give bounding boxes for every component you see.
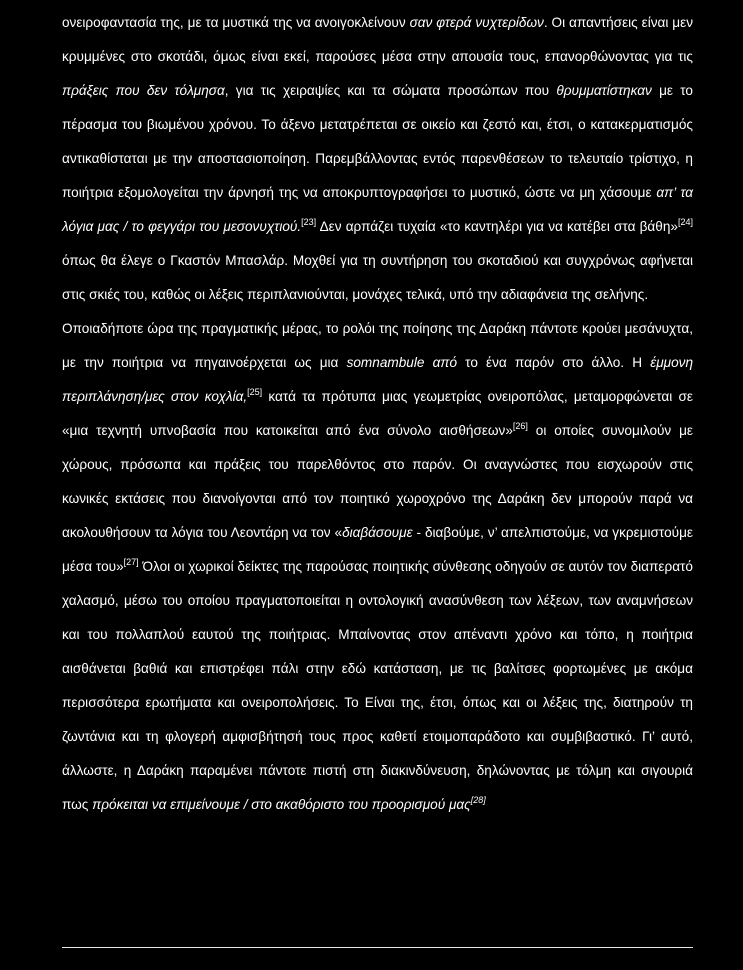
document-body <box>62 6 693 822</box>
footnote-reference: [23] <box>301 217 317 227</box>
italic-text: διαβάσουμε <box>342 525 413 540</box>
text-run: ονειροφαντασία της, με τα μυστικά της να ανοιγοκλείνουν <box>62 15 410 30</box>
text-run: όπως θα έλεγε ο Γκαστόν Μπασλάρ. Μοχθεί για τη συντήρηση του σκοταδιού και συγχρόνως αφήνεται στις σκιές του, καθώς οι λέξεις περιπλανιούνται, μονάχες τελικά, υπό την αδιαφάνεια της σελήνης. <box>62 253 693 302</box>
italic-text: έμμονη περιπλάνηση/μες στον κοχλία, <box>62 355 693 404</box>
text-run: το ένα παρόν στο άλλο. Η <box>457 355 651 370</box>
paragraph-1 <box>62 6 693 312</box>
text-run: Δεν αρπάζει τυχαία «το καντηλέρι για να κατέβει στα βάθη» <box>316 219 678 234</box>
italic-text: πρόκειται να επιμείνουμε / στο ακαθόριστο του προορισμού μας <box>92 797 471 812</box>
footnote-reference: [25] <box>247 387 263 397</box>
italic-text: από <box>432 355 457 370</box>
italic-text: θρυμματίστηκαν <box>556 83 652 98</box>
text-run: . Οι απαντήσεις είναι μεν κρυμμένες στο σκοτάδι, όμως είναι εκεί, παρούσες μέσα στην απουσία τους, επανορθώνοντας για τις <box>62 15 693 64</box>
footnote-reference: [26] <box>512 421 528 431</box>
italic-text: απ’ τα λόγια μας / το φεγγάρι του μεσονυχτιού. <box>62 185 693 234</box>
footnote-reference: [28] <box>470 795 486 805</box>
text-run: - διαβούμε, ν’ απελπιστούμε, να γκρεμιστούμε μέσα του» <box>62 525 693 574</box>
text-run: , για τις χειραψίες και τα σώματα προσώπων που <box>224 83 557 98</box>
text-run: Όλοι οι χωρικοί δείκτες της παρούσας ποιητικής σύνθεσης οδηγούν σε αυτόν τον διαπερατό χαλασμό, μέσω του οποίου πραγματοποιείται η οντολογική ανασύνθεση των λέξεων, των αναμνήσεων και του πολλαπλού εαυτού της ποιήτριας. Μπαίνοντας στον απέναντι χρόνο και τόπο, η ποιήτρια αισθάνεται βαθιά και επιστρέφει πάλι στην εδώ κατάσταση, με τις βαλίτσες φορτωμένες με ακόμα περισσότερα ερωτήματα και ονειροπολήσεις. Το Είναι της, έτσι, όπως και οι λέξεις της, διατηρούν τη ζωντάνια και τη φλογερή αμφισβήτησή τους προς καθετί ετοιμοπαράδοτο και συμβιβαστικό. Γι’ αυτό, άλλωστε, η Δαράκη παραμένει πάντοτε πιστή στη διακινδύνευση, δηλώνοντας με τόλμη και σιγουριά πως <box>62 559 693 812</box>
footnote-reference: [24] <box>677 217 693 227</box>
italic-text: somnambule <box>346 355 425 370</box>
text-run: Οποιαδήποτε ώρα της πραγματικής μέρας, το ρολόι της ποίησης της Δαράκη πάντοτε κρούει μεσάνυχτα, με την ποιήτρια να πηγαινοέρχεται ως μια <box>62 321 693 370</box>
paragraph-2 <box>62 312 693 822</box>
text-run: με το πέρασμα του βιωμένου χρόνου. Το άξενο μετατρέπεται σε οικείο και ζεστό και, έτσι, ο κατακερματισμός αντικαθίσταται με την αποστασιοποίηση. Παρεμβάλλοντας εντός παρενθέσεων το τελευταίο τρίστιχο, η ποιήτρια εξομολογείται την άρνησή της να αποκρυπτογραφήσει το μυστικό, ώστε να μη χάσουμε <box>62 83 693 200</box>
text-run: οι οποίες συνομιλούν με χώρους, πρόσωπα και πράξεις του παρελθόντος στο παρόν. Οι αναγνώστες που εισχωρούν στις κωνικές εκτάσεις που διανοίγονται από τον ποιητικό χωροχρόνο της Δαράκη δεν μπορούν παρά να ακολουθήσουν τα λόγια του Λεοντάρη να τον « <box>62 423 693 540</box>
italic-text: πράξεις που δεν τόλμησα <box>62 83 225 98</box>
text-run <box>424 355 432 370</box>
footnote-separator <box>62 947 693 948</box>
footnote-reference: [27] <box>123 557 139 567</box>
text-run: κατά τα πρότυπα μιας γεωμετρίας ονειροπόλας, μεταμορφώνεται σε «μια τεχνητή υπνοβασία που κατοικείται από ένα σύνολο αισθήσεων» <box>62 389 693 438</box>
italic-text: σαν φτερά νυχτερίδων <box>409 15 544 30</box>
